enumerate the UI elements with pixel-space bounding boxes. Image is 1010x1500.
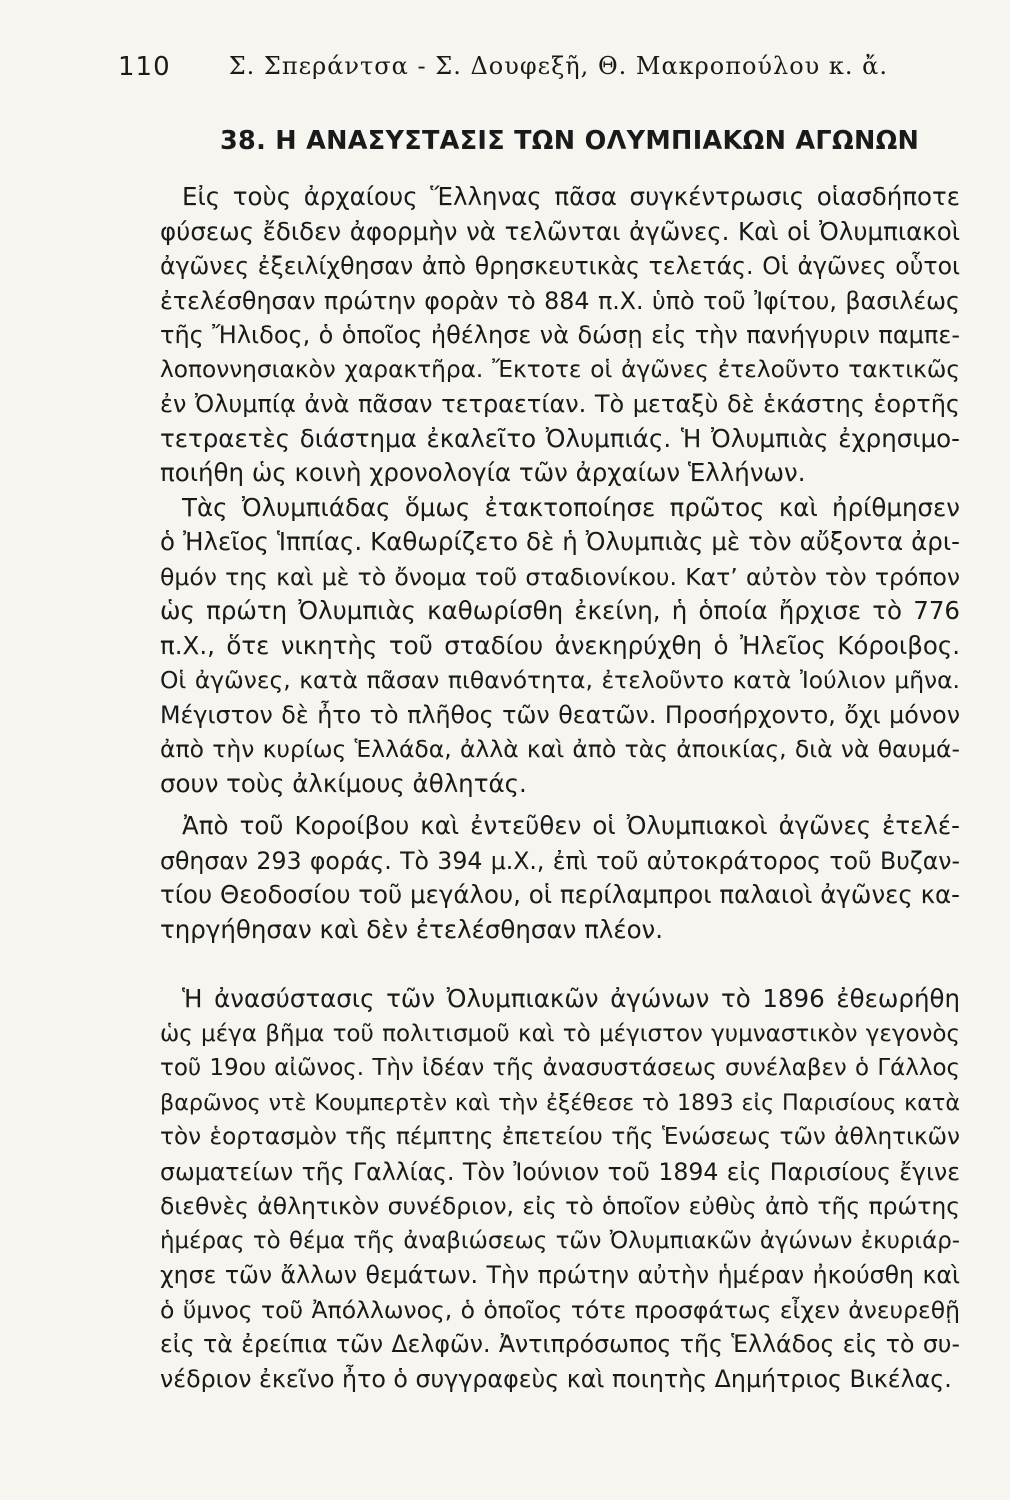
text-line: λοποννησιακὸν χαρακτῆρα. Ἔκτοτε οἱ ἀγῶνες ἐτελοῦντο τακτικῶς xyxy=(160,355,960,383)
text-line: τὸν ἑορτασμὸν τῆς πέμπτης ἐπετείου τῆς Ἑνώσεως τῶν ἀθλητικῶν xyxy=(160,1123,960,1150)
text-line: ὁ Ἠλεῖος Ἱππίας. Καθωρίζετο δὲ ἡ Ὀλυμπιὰς μὲ τὸν αὔξοντα ἀρι- xyxy=(160,527,960,556)
page-number: 110 xyxy=(118,52,171,82)
paragraph-spacer xyxy=(160,801,960,809)
text-line: ἀπὸ τὴν κυρίως Ἑλλάδα, ἀλλὰ καὶ ἀπὸ τὰς ἀποικίας, διὰ νὰ θαυμά- xyxy=(160,735,960,763)
text-line: ὡς μέγα βῆμα τοῦ πολιτισμοῦ καὶ τὸ μέγιστον γυμναστικὸν γεγονὸς xyxy=(160,1020,960,1047)
text-line: ἐτελέσθησαν πρώτην φορὰν τὸ 884 π.Χ. ὑπὸ τοῦ Ἰφίτου, βασιλέως xyxy=(160,286,960,315)
text-line: Εἰς τοὺς ἀρχαίους Ἕλληνας πᾶσα συγκέντρωσις οἱασδήποτε xyxy=(182,182,960,211)
text-line: σθησαν 293 φοράς. Τὸ 394 μ.Χ., ἐπὶ τοῦ αὐτοκράτορος τοῦ Βυζαν- xyxy=(160,846,960,875)
text-line: ὁ ὕμνος τοῦ Ἀπόλλωνος, ὁ ὁποῖος τότε προσφάτως εἶχεν ἀνευρεθῇ xyxy=(160,1295,960,1324)
paragraph-1 xyxy=(160,180,960,491)
text-line: ποιήθη ὡς κοινὴ χρονολογία τῶν ἀρχαίων Ἑλλήνων. xyxy=(160,458,806,487)
running-title: Σ. Σπεράντσα - Σ. Δουφεξῆ, Θ. Μακροπούλου κ. ἄ. xyxy=(228,52,888,80)
text-line: τῆς Ἤλιδος, ὁ ὁποῖος ἠθέλησε νὰ δώσῃ εἰς τὴν πανήγυριν παμπε- xyxy=(160,321,960,349)
chapter-title: 38. Η ΑΝΑΣΥΣΤΑΣΙΣ ΤΩΝ ΟΛΥΜΠΙΑΚΩΝ ΑΓΩΝΩΝ xyxy=(220,126,920,156)
text-line: θμόν της καὶ μὲ τὸ ὄνομα τοῦ σταδιονίκου. Κατ’ αὐτὸν τὸν τρόπον xyxy=(160,562,960,591)
text-line: ἀγῶνες ἐξειλίχθησαν ἀπὸ θρησκευτικὰς τελετάς. Οἱ ἀγῶνες οὗτοι xyxy=(160,252,960,280)
text-line: σουν τοὺς ἀλκίμους ἀθλητάς. xyxy=(160,768,527,798)
text-line: Μέγιστον δὲ ἦτο τὸ πλῆθος τῶν θεατῶν. Προσήρχοντο, ὄχι μόνον xyxy=(160,700,960,729)
text-line: νέδριον ἐκεῖνο ἦτο ὁ συγγραφεὺς καὶ ποιητὴς Δημήτριος Βικέλας. xyxy=(160,1364,952,1393)
text-line: φύσεως ἔδιδεν ἀφορμὴν νὰ τελῶνται ἀγῶνες. Καὶ οἱ Ὀλυμπιακοὶ xyxy=(160,216,960,246)
text-line: Τὰς Ὀλυμπιάδας ὅμως ἐτακτοποίησε πρῶτος καὶ ἠρίθμησεν xyxy=(182,492,960,522)
text-line: ὡς πρώτη Ὀλυμπιὰς καθωρίσθη ἐκείνη, ἡ ὁποία ἤρχισε τὸ 776 xyxy=(160,596,960,625)
text-line: Οἱ ἀγῶνες, κατὰ πᾶσαν πιθανότητα, ἐτελοῦντο κατὰ Ἰούλιον μῆνα. xyxy=(160,666,960,694)
running-head xyxy=(118,52,888,96)
body-text xyxy=(160,180,960,1396)
paragraph-3 xyxy=(160,809,960,947)
text-line: τίου Θεοδοσίου τοῦ μεγάλου, οἱ περίλαμπροι παλαιοὶ ἀγῶνες κα- xyxy=(160,880,960,909)
text-line: χησε τῶν ἄλλων θεμάτων. Τὴν πρώτην αὐτὴν ἡμέραν ἠκούσθη καὶ xyxy=(160,1261,960,1289)
text-line: τοῦ 19ου αἰῶνος. Τὴν ἰδέαν τῆς ἀνασυστάσεως συνέλαβεν ὁ Γάλλος xyxy=(160,1055,960,1081)
paragraph-2 xyxy=(160,491,960,802)
text-line: Ἀπὸ τοῦ Κοροίβου καὶ ἐντεῦθεν οἱ Ὀλυμπιακοὶ ἀγῶνες ἐτελέ- xyxy=(182,811,960,840)
text-line: π.Χ., ὅτε νικητὴς τοῦ σταδίου ἀνεκηρύχθη ὁ Ἠλεῖος Κόροιβος. xyxy=(160,630,960,660)
text-line: τετραετὲς διάστημα ἐκαλεῖτο Ὀλυμπιάς. Ἡ Ὀλυμπιὰς ἐχρησιμο- xyxy=(160,423,960,453)
text-line: σωματείων τῆς Γαλλίας. Τὸν Ἰούνιον τοῦ 1894 εἰς Παρισίους ἔγινε xyxy=(160,1157,960,1186)
section-spacer xyxy=(160,947,960,982)
text-line: Ἡ ἀνασύστασις τῶν Ὀλυμπιακῶν ἀγώνων τὸ 1896 ἐθεωρήθη xyxy=(182,984,960,1013)
paragraph-4 xyxy=(160,982,960,1396)
text-line: τηργήθησαν καὶ δὲν ἐτελέσθησαν πλέον. xyxy=(160,914,664,944)
text-line: διεθνὲς ἀθλητικὸν συνέδριον, εἰς τὸ ὁποῖον εὐθὺς ἀπὸ τῆς πρώτης xyxy=(160,1192,960,1220)
text-line: εἰς τὰ ἐρείπια τῶν Δελφῶν. Ἀντιπρόσωπος τῆς Ἑλλάδος εἰς τὸ συ- xyxy=(160,1330,960,1358)
text-line: ἡμέρας τὸ θέμα τῆς ἀναβιώσεως τῶν Ὀλυμπιακῶν ἀγώνων ἐκυριάρ- xyxy=(160,1227,960,1254)
text-line: βαρῶνος ντὲ Κουμπερτὲν καὶ τὴν ἐξέθεσε τὸ 1893 εἰς Παρισίους κατὰ xyxy=(160,1089,960,1116)
text-line: ἐν Ὀλυμπίᾳ ἀνὰ πᾶσαν τετραετίαν. Τὸ μεταξὺ δὲ ἑκάστης ἑορτῆς xyxy=(160,390,960,418)
